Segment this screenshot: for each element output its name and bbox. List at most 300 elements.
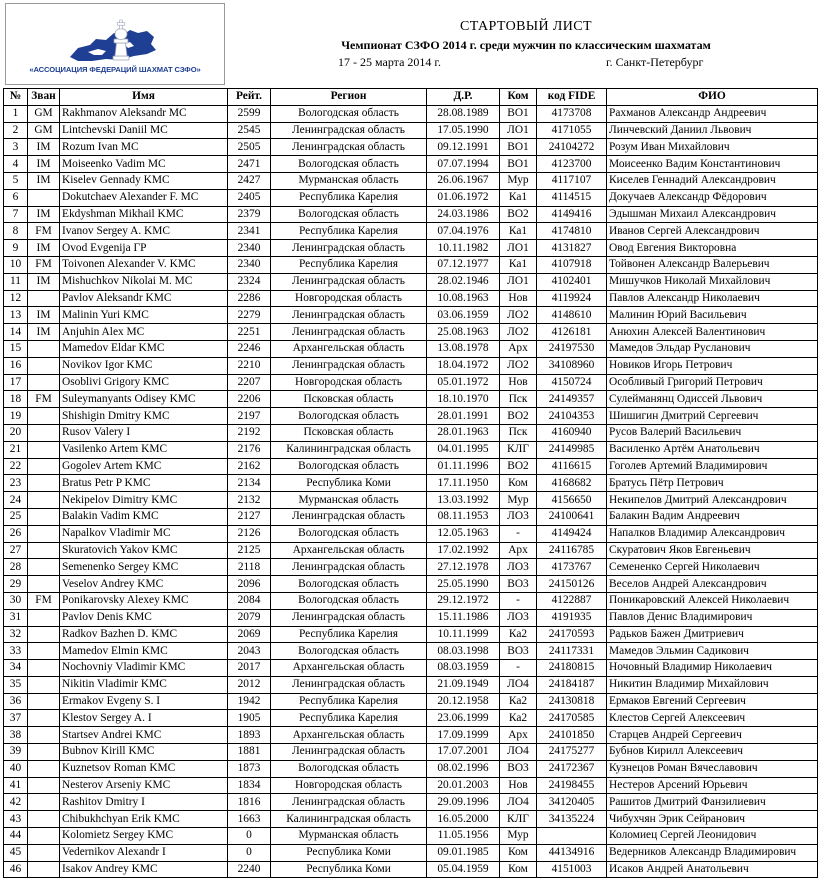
cell-rating: 2125 (228, 542, 271, 559)
cell-team: Нов (500, 290, 537, 307)
cell-number: 29 (4, 576, 28, 593)
col-header-fide-code: код FIDE (537, 89, 607, 106)
cell-rating: 2207 (228, 374, 271, 391)
cell-birthdate: 27.12.1978 (427, 559, 500, 576)
cell-name: Ermakov Evgeny S. I (60, 693, 228, 710)
cell-number: 20 (4, 424, 28, 441)
cell-full-name: Русов Валерий Васильевич (607, 424, 818, 441)
cell-region: Вологодская область (271, 458, 427, 475)
cell-title (28, 475, 60, 492)
cell-name: Radkov Bazhen D. KMC (60, 626, 228, 643)
cell-rating: 2545 (228, 122, 271, 139)
cell-rating: 2134 (228, 475, 271, 492)
cell-rating: 2132 (228, 492, 271, 509)
table-row (4, 492, 818, 509)
cell-full-name: Скуратович Яков Евгеньевич (607, 542, 818, 559)
cell-full-name: Напалков Владимир Александрович (607, 525, 818, 542)
cell-title: IM (28, 324, 60, 341)
cell-full-name: Клестов Сергей Алексеевич (607, 710, 818, 727)
cell-fide-code (537, 828, 607, 845)
cell-number: 8 (4, 223, 28, 240)
cell-region: Вологодская область (271, 206, 427, 223)
cell-birthdate: 28.08.1989 (427, 105, 500, 122)
table-row (4, 475, 818, 492)
cell-rating: 1816 (228, 794, 271, 811)
cell-name: Startsev Andrei KMC (60, 727, 228, 744)
cell-region: Вологодская область (271, 408, 427, 425)
cell-name: Klestov Sergey A. I (60, 710, 228, 727)
cell-fide-code: 24104353 (537, 408, 607, 425)
cell-birthdate: 09.01.1985 (427, 844, 500, 861)
cell-birthdate: 28.02.1946 (427, 273, 500, 290)
cell-team: КЛГ (500, 441, 537, 458)
cell-number: 45 (4, 844, 28, 861)
cell-number: 10 (4, 256, 28, 273)
cell-full-name: Ермаков Евгений Сергеевич (607, 693, 818, 710)
cell-full-name: Иванов Сергей Александрович (607, 223, 818, 240)
cell-birthdate: 07.12.1977 (427, 256, 500, 273)
cell-team: Ка1 (500, 223, 537, 240)
cell-full-name: Старцев Андрей Сергеевич (607, 727, 818, 744)
cell-number: 42 (4, 794, 28, 811)
cell-number: 44 (4, 828, 28, 845)
cell-full-name: Никитин Владимир Михайлович (607, 676, 818, 693)
cell-number: 11 (4, 273, 28, 290)
cell-full-name: Павлов Александр Николаевич (607, 290, 818, 307)
cell-fide-code: 44134916 (537, 844, 607, 861)
cell-full-name: Василенко Артём Анатольевич (607, 441, 818, 458)
cell-fide-code: 24130818 (537, 693, 607, 710)
cell-number: 7 (4, 206, 28, 223)
cell-team: ЛО4 (500, 676, 537, 693)
cell-number: 26 (4, 525, 28, 542)
cell-region: Ленинградская область (271, 324, 427, 341)
cell-region: Вологодская область (271, 156, 427, 173)
cell-name: Mamedov Elmin KMC (60, 643, 228, 660)
start-list-table (3, 88, 818, 878)
cell-fide-code: 4126181 (537, 324, 607, 341)
cell-name: Osoblivi Grigory KMC (60, 374, 228, 391)
cell-title: IM (28, 156, 60, 173)
cell-full-name: Тойвонен Александр Валерьевич (607, 256, 818, 273)
cell-region: Ленинградская область (271, 559, 427, 576)
cell-title: IM (28, 307, 60, 324)
cell-fide-code: 4116615 (537, 458, 607, 475)
cell-birthdate: 09.12.1991 (427, 139, 500, 156)
cell-team: ЛО4 (500, 744, 537, 761)
cell-number: 2 (4, 122, 28, 139)
cell-team: ВО2 (500, 408, 537, 425)
cell-title (28, 525, 60, 542)
table-row (4, 811, 818, 828)
cell-rating: 2427 (228, 172, 271, 189)
cell-name: Nochovniy Vladimir KMC (60, 660, 228, 677)
cell-full-name: Эдышман Михаил Александрович (607, 206, 818, 223)
cell-team: ЛО4 (500, 794, 537, 811)
cell-birthdate: 28.01.1991 (427, 408, 500, 425)
cell-fide-code: 4174810 (537, 223, 607, 240)
cell-fide-code: 4123700 (537, 156, 607, 173)
cell-rating: 2240 (228, 861, 271, 878)
cell-fide-code: 4122887 (537, 592, 607, 609)
cell-rating: 2118 (228, 559, 271, 576)
cell-title (28, 441, 60, 458)
cell-number: 33 (4, 643, 28, 660)
cell-team: Пск (500, 391, 537, 408)
cell-full-name: Ночовный Владимир Николаевич (607, 660, 818, 677)
cell-region: Республика Карелия (271, 626, 427, 643)
cell-name: Skuratovich Yakov KMC (60, 542, 228, 559)
cell-fide-code: 24150126 (537, 576, 607, 593)
cell-name: Toivonen Alexander V. KMC (60, 256, 228, 273)
cell-region: Мурманская область (271, 492, 427, 509)
cell-birthdate: 20.12.1958 (427, 693, 500, 710)
cell-rating: 2043 (228, 643, 271, 660)
cell-fide-code: 4150724 (537, 374, 607, 391)
cell-name: Ovod Evgenija ГР (60, 240, 228, 257)
cell-name: Balakin Vadim KMC (60, 508, 228, 525)
cell-title: IM (28, 273, 60, 290)
cell-full-name: Веселов Андрей Александрович (607, 576, 818, 593)
cell-full-name: Некипелов Дмитрий Александрович (607, 492, 818, 509)
table-row (4, 324, 818, 341)
cell-rating: 2206 (228, 391, 271, 408)
cell-fide-code: 4117107 (537, 172, 607, 189)
cell-birthdate: 24.03.1986 (427, 206, 500, 223)
cell-team: Ка1 (500, 256, 537, 273)
cell-team: Ка2 (500, 626, 537, 643)
cell-fide-code: 24198455 (537, 777, 607, 794)
cell-team: Ка2 (500, 710, 537, 727)
cell-title (28, 861, 60, 878)
col-header-title: Зван (28, 89, 60, 106)
cell-rating: 1834 (228, 777, 271, 794)
cell-birthdate: 20.01.2003 (427, 777, 500, 794)
cell-number: 19 (4, 408, 28, 425)
cell-region: Республика Коми (271, 861, 427, 878)
cell-birthdate: 23.06.1999 (427, 710, 500, 727)
cell-rating: 2379 (228, 206, 271, 223)
cell-fide-code: 4151003 (537, 861, 607, 878)
cell-fide-code: 24100641 (537, 508, 607, 525)
cell-fide-code: 4114515 (537, 189, 607, 206)
cell-number: 37 (4, 710, 28, 727)
cell-team: ЛО1 (500, 273, 537, 290)
cell-name: Rakhmanov Aleksandr MC (60, 105, 228, 122)
table-row (4, 240, 818, 257)
cell-team: Мур (500, 172, 537, 189)
table-row (4, 777, 818, 794)
cell-fide-code: 4119924 (537, 290, 607, 307)
cell-fide-code: 4102401 (537, 273, 607, 290)
cell-name: Lintchevski Daniil MC (60, 122, 228, 139)
cell-team: ВО1 (500, 105, 537, 122)
cell-rating: 2127 (228, 508, 271, 525)
table-row (4, 508, 818, 525)
cell-rating: 1942 (228, 693, 271, 710)
cell-title: IM (28, 172, 60, 189)
cell-full-name: Рашитов Дмитрий Фанзилиевич (607, 794, 818, 811)
cell-number: 31 (4, 609, 28, 626)
cell-rating: 1893 (228, 727, 271, 744)
cell-region: Ленинградская область (271, 240, 427, 257)
cell-number: 13 (4, 307, 28, 324)
table-row (4, 172, 818, 189)
cell-rating: 2286 (228, 290, 271, 307)
cell-region: Новгородская область (271, 777, 427, 794)
cell-fide-code: 24172367 (537, 760, 607, 777)
table-row (4, 542, 818, 559)
cell-region: Архангельская область (271, 660, 427, 677)
cell-title (28, 794, 60, 811)
cell-rating: 2251 (228, 324, 271, 341)
cell-title (28, 760, 60, 777)
cell-title (28, 357, 60, 374)
cell-fide-code: 34135224 (537, 811, 607, 828)
cell-birthdate: 13.03.1992 (427, 492, 500, 509)
table-row (4, 424, 818, 441)
cell-birthdate: 15.11.1986 (427, 609, 500, 626)
table-row (4, 693, 818, 710)
cell-number: 39 (4, 744, 28, 761)
cell-rating: 2096 (228, 576, 271, 593)
cell-title: FM (28, 391, 60, 408)
cell-full-name: Кузнецов Роман Вячеславович (607, 760, 818, 777)
cell-full-name: Рахманов Александр Андреевич (607, 105, 818, 122)
cell-team: ВО3 (500, 643, 537, 660)
table-row (4, 374, 818, 391)
cell-number: 35 (4, 676, 28, 693)
cell-birthdate: 05.01.1972 (427, 374, 500, 391)
cell-full-name: Исаков Андрей Анатольевич (607, 861, 818, 878)
cell-rating: 1873 (228, 760, 271, 777)
cell-title: FM (28, 223, 60, 240)
cell-rating: 2341 (228, 223, 271, 240)
cell-name: Ekdyshman Mikhail KMC (60, 206, 228, 223)
cell-region: Архангельская область (271, 542, 427, 559)
event-dates: 17 - 25 марта 2014 г. (338, 55, 441, 69)
cell-fide-code: 4131827 (537, 240, 607, 257)
cell-region: Вологодская область (271, 576, 427, 593)
cell-name: Napalkov Vladimir MC (60, 525, 228, 542)
cell-region: Республика Карелия (271, 710, 427, 727)
cell-team: Ком (500, 844, 537, 861)
cell-rating: 2176 (228, 441, 271, 458)
cell-birthdate: 29.12.1972 (427, 592, 500, 609)
cell-team: Нов (500, 777, 537, 794)
cell-team: ЛО1 (500, 122, 537, 139)
cell-team: Ка1 (500, 189, 537, 206)
table-row (4, 340, 818, 357)
cell-region: Новгородская область (271, 374, 427, 391)
cell-fide-code: 24170593 (537, 626, 607, 643)
cell-full-name: Сулейманянц Одиссей Львович (607, 391, 818, 408)
cell-name: Ponikarovsky Alexey KMC (60, 592, 228, 609)
cell-birthdate: 12.05.1963 (427, 525, 500, 542)
cell-birthdate: 03.06.1959 (427, 307, 500, 324)
cell-number: 16 (4, 357, 28, 374)
table-row (4, 592, 818, 609)
cell-full-name: Киселев Геннадий Александрович (607, 172, 818, 189)
cell-region: Ленинградская область (271, 357, 427, 374)
cell-name: Mamedov Eldar KMC (60, 340, 228, 357)
cell-rating: 2079 (228, 609, 271, 626)
cell-title: IM (28, 139, 60, 156)
cell-full-name: Радьков Бажен Дмитриевич (607, 626, 818, 643)
cell-region: Ленинградская область (271, 307, 427, 324)
cell-birthdate: 08.11.1953 (427, 508, 500, 525)
cell-region: Вологодская область (271, 760, 427, 777)
cell-birthdate: 08.02.1996 (427, 760, 500, 777)
cell-team: Ка2 (500, 693, 537, 710)
cell-team: ВО3 (500, 760, 537, 777)
table-row (4, 408, 818, 425)
table-row (4, 273, 818, 290)
cell-rating: 2340 (228, 240, 271, 257)
cell-region: Республика Карелия (271, 189, 427, 206)
table-row (4, 290, 818, 307)
cell-rating: 2599 (228, 105, 271, 122)
cell-team: Пск (500, 424, 537, 441)
cell-team: ВО2 (500, 206, 537, 223)
cell-rating: 2126 (228, 525, 271, 542)
cell-team: ЛО2 (500, 324, 537, 341)
cell-title: IM (28, 240, 60, 257)
cell-fide-code: 4160940 (537, 424, 607, 441)
table-row (4, 357, 818, 374)
cell-fide-code: 4149416 (537, 206, 607, 223)
cell-rating: 2279 (228, 307, 271, 324)
cell-birthdate: 10.11.1982 (427, 240, 500, 257)
cell-rating: 1905 (228, 710, 271, 727)
cell-birthdate: 17.07.2001 (427, 744, 500, 761)
cell-title (28, 576, 60, 593)
table-row (4, 189, 818, 206)
cell-fide-code: 34120405 (537, 794, 607, 811)
cell-birthdate: 13.08.1978 (427, 340, 500, 357)
table-row (4, 156, 818, 173)
cell-name: Bubnov Kirill KMC (60, 744, 228, 761)
cell-team: Ком (500, 475, 537, 492)
cell-number: 22 (4, 458, 28, 475)
cell-number: 17 (4, 374, 28, 391)
cell-name: Nikitin Vladimir KMC (60, 676, 228, 693)
cell-region: Республика Коми (271, 475, 427, 492)
table-row (4, 710, 818, 727)
cell-title (28, 744, 60, 761)
cell-name: Nesterov Arseniy KMC (60, 777, 228, 794)
cell-birthdate: 17.02.1992 (427, 542, 500, 559)
cell-full-name: Балакин Вадим Андреевич (607, 508, 818, 525)
cell-full-name: Новиков Игорь Петрович (607, 357, 818, 374)
cell-title (28, 660, 60, 677)
page-title: СТАРТОВЫЙ ЛИСТ (460, 19, 592, 34)
cell-number: 38 (4, 727, 28, 744)
cell-region: Республика Карелия (271, 693, 427, 710)
cell-fide-code: 24170585 (537, 710, 607, 727)
cell-rating: 2340 (228, 256, 271, 273)
cell-title (28, 408, 60, 425)
cell-number: 30 (4, 592, 28, 609)
cell-full-name: Мамедов Эльмин Садикович (607, 643, 818, 660)
cell-team: Ком (500, 861, 537, 878)
cell-birthdate: 18.10.1970 (427, 391, 500, 408)
cell-title (28, 492, 60, 509)
cell-region: Архангельская область (271, 727, 427, 744)
cell-fide-code: 4107918 (537, 256, 607, 273)
cell-name: Novikov Igor KMC (60, 357, 228, 374)
table-row (4, 609, 818, 626)
cell-region: Вологодская область (271, 525, 427, 542)
cell-team: КЛГ (500, 811, 537, 828)
cell-fide-code: 4191935 (537, 609, 607, 626)
association-logo (5, 3, 225, 85)
cell-full-name: Линчевский Даниил Львович (607, 122, 818, 139)
cell-rating: 2210 (228, 357, 271, 374)
cell-name: Pavlov Aleksandr KMC (60, 290, 228, 307)
cell-fide-code: 24104272 (537, 139, 607, 156)
col-header-team: Ком (500, 89, 537, 106)
cell-team: ЛО1 (500, 240, 537, 257)
cell-full-name: Павлов Денис Владимирович (607, 609, 818, 626)
cell-team: ЛО2 (500, 357, 537, 374)
cell-fide-code: 4173708 (537, 105, 607, 122)
cell-birthdate: 17.11.1950 (427, 475, 500, 492)
cell-birthdate: 17.09.1999 (427, 727, 500, 744)
cell-name: Moiseenko Vadim MC (60, 156, 228, 173)
cell-birthdate: 01.06.1972 (427, 189, 500, 206)
cell-rating: 2069 (228, 626, 271, 643)
cell-title (28, 424, 60, 441)
table-row (4, 844, 818, 861)
cell-rating: 2162 (228, 458, 271, 475)
cell-fide-code: 24149985 (537, 441, 607, 458)
cell-full-name: Моисеенко Вадим Константинович (607, 156, 818, 173)
cell-full-name: Малинин Юрий Васильевич (607, 307, 818, 324)
cell-full-name: Гоголев Артемий Владимирович (607, 458, 818, 475)
cell-name: Kiselev Gennady KMC (60, 172, 228, 189)
table-header-row (4, 89, 818, 106)
cell-number: 43 (4, 811, 28, 828)
cell-rating: 2017 (228, 660, 271, 677)
cell-name: Kolomietz Sergey KMC (60, 828, 228, 845)
cell-name: Vedernikov Alexandr I (60, 844, 228, 861)
cell-birthdate: 07.07.1994 (427, 156, 500, 173)
cell-birthdate: 05.04.1959 (427, 861, 500, 878)
event-subtitle: Чемпионат СЗФО 2014 г. среди мужчин по классическим шахматам (341, 38, 711, 52)
table-row (4, 122, 818, 139)
table-row (4, 441, 818, 458)
cell-birthdate: 11.05.1956 (427, 828, 500, 845)
table-row (4, 458, 818, 475)
cell-rating: 2192 (228, 424, 271, 441)
cell-full-name: Коломиец Сергей Леонидович (607, 828, 818, 845)
cell-number: 4 (4, 156, 28, 173)
cell-fide-code: 4148610 (537, 307, 607, 324)
cell-fide-code: 24180815 (537, 660, 607, 677)
cell-title (28, 844, 60, 861)
cell-rating: 1663 (228, 811, 271, 828)
cell-team: Мур (500, 828, 537, 845)
cell-region: Вологодская область (271, 643, 427, 660)
cell-region: Вологодская область (271, 105, 427, 122)
cell-team: - (500, 525, 537, 542)
cell-team: Мур (500, 492, 537, 509)
cell-name: Malinin Yuri KMC (60, 307, 228, 324)
cell-name: Mishuchkov Nikolai M. MC (60, 273, 228, 290)
cell-title (28, 710, 60, 727)
cell-region: Мурманская область (271, 172, 427, 189)
